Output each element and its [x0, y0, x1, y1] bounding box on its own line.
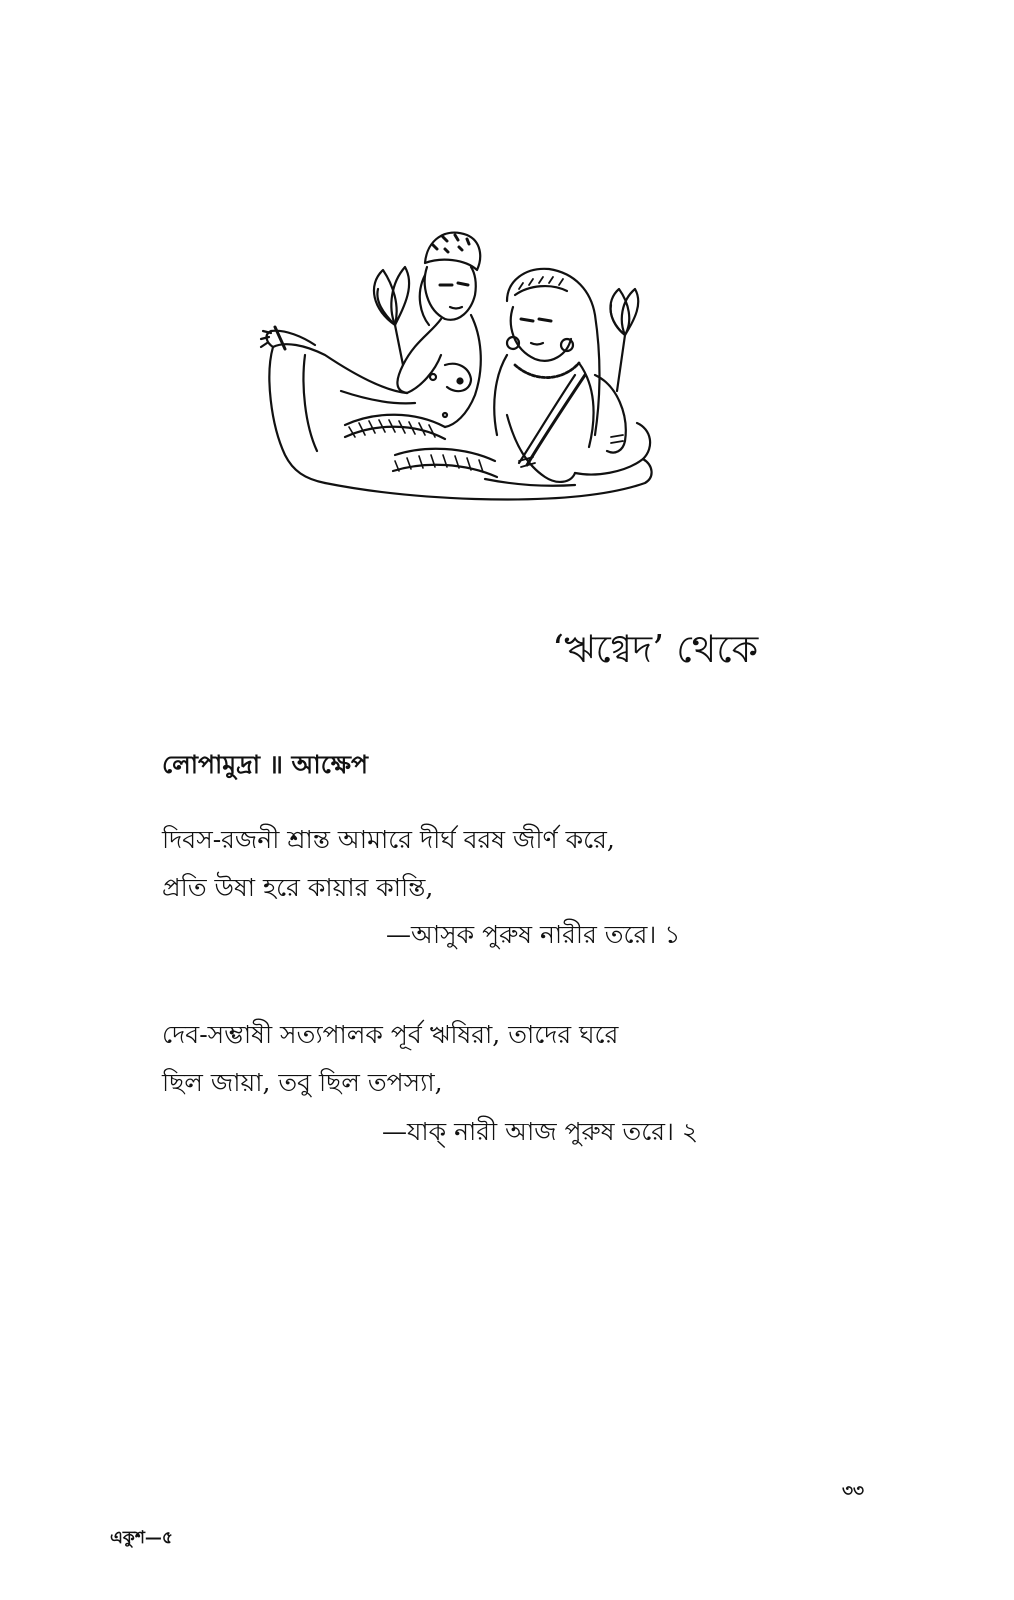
line-drawing-two-figures-with-lotus-icon [245, 215, 665, 515]
signature-mark: একুশ—৫ [110, 1528, 173, 1548]
left-figure-face-icon [425, 267, 476, 320]
poem-line: —আসুক পুরুষ নারীর তরে। ১ [386, 920, 681, 949]
poem-line: দেব-সম্ভাষী সত্যপালক পূর্ব ঋষিরা, তাদের ঘরে [162, 1020, 619, 1049]
poem-line: ছিল জায়া, তবু ছিল তপস্যা, [162, 1068, 443, 1097]
poem-line: দিবস-রজনী শ্রান্ত আমারে দীর্ঘ বরষ জীর্ণ করে, [162, 825, 615, 854]
lotus-left-icon [374, 267, 409, 365]
poem-line: প্রতি উষা হরে কায়ার কান্তি, [162, 873, 434, 902]
page-number: ৩৩ [842, 1481, 865, 1501]
poem-heading: লোপামুদ্রা ॥ আক্ষেপ [162, 750, 368, 779]
lotus-right-icon [610, 289, 629, 335]
poem-line: —যাক্ নারী আজ পুরুষ তরে। ২ [382, 1117, 699, 1146]
right-figure-face-icon [511, 307, 571, 361]
section-title: ‘ঋগ্বেদ’ থেকে [552, 627, 759, 671]
left-figure-crown-icon [425, 233, 480, 270]
